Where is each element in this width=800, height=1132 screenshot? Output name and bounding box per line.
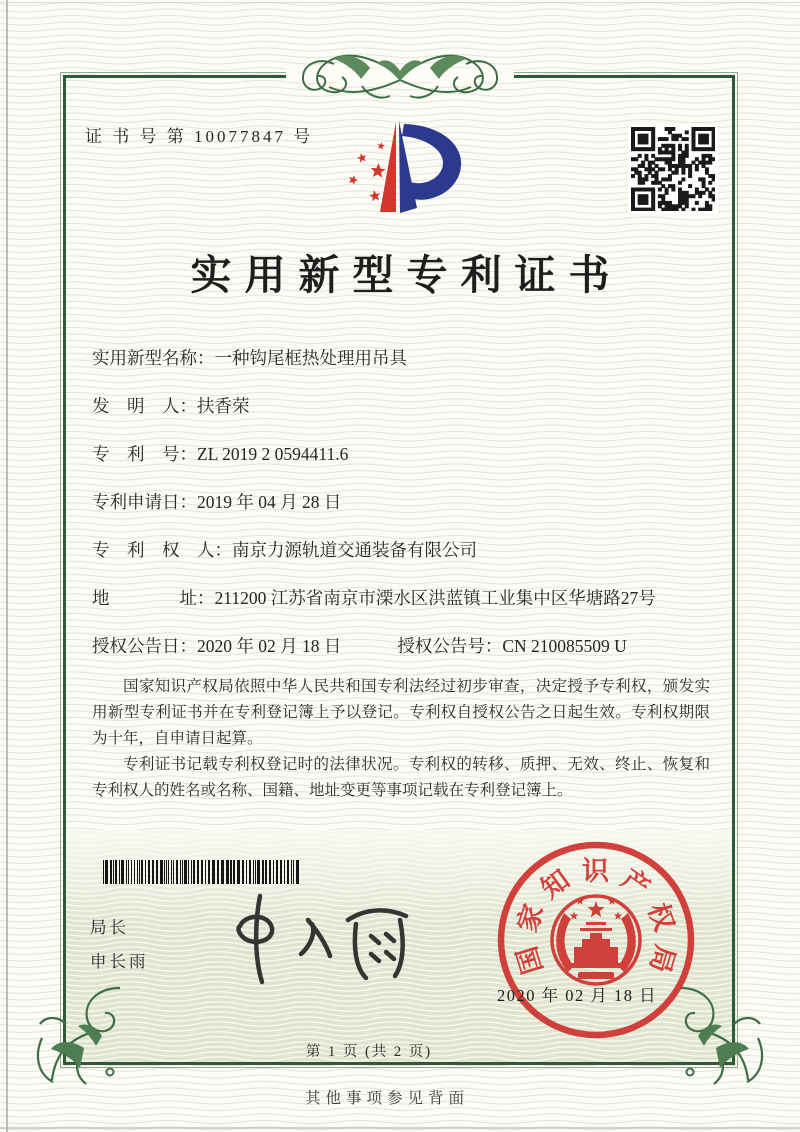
svg-text:家: 家 — [512, 900, 550, 936]
field-row — [92, 393, 710, 420]
cnipa-logo — [332, 110, 487, 235]
field-value: 南京力源轨道交通装备有限公司 — [232, 540, 477, 560]
grant-number — [397, 633, 626, 660]
field-row — [92, 585, 710, 612]
field-row — [92, 345, 710, 372]
national-emblem — [552, 896, 640, 984]
paper-edge-top — [0, 2, 800, 3]
director-signature — [216, 886, 426, 986]
svg-text:知: 知 — [535, 864, 576, 905]
qr-code — [628, 124, 718, 214]
barcode — [103, 860, 305, 884]
paper-edge-left — [6, 0, 8, 1132]
grant-announcement-row — [92, 633, 710, 660]
field-label: 专 利 号： — [92, 444, 197, 464]
field-value: 一种钩尾框热处理用吊具 — [214, 348, 407, 368]
official-round-seal — [490, 833, 702, 1045]
legal-paragraphs — [92, 674, 710, 804]
field-value: ZL 2019 2 0594411.6 — [197, 444, 349, 464]
legal-paragraph: 专利证书记载专利权登记时的法律状况。专利权的转移、质押、无效、终止、恢复和专利权人的姓名或名称、国籍、地址变更等事项记载在专利登记簿上。 — [92, 756, 710, 799]
signer-title: 局长 — [90, 918, 129, 937]
logo-p-bowl — [402, 124, 461, 200]
field-row — [92, 537, 710, 564]
field-label: 发 明 人： — [92, 396, 197, 416]
page-indicator: 第 1 页 (共 2 页) — [305, 1044, 433, 1060]
field-label: 地 址： — [92, 588, 215, 608]
certificate-body — [92, 345, 710, 804]
signer-name: 申长雨 — [90, 952, 149, 971]
certificate-title: 实用新型专利证书 — [190, 252, 623, 298]
certificate-number: 证 书 号 第 10077847 号 — [85, 127, 314, 146]
field-label: 专 利 权 人： — [92, 540, 232, 560]
grant-number-value: CN 210085509 U — [502, 636, 627, 656]
svg-text:权: 权 — [642, 899, 680, 935]
back-side-note: 其他事项参见背面 — [304, 1090, 469, 1107]
seal-date: 2020 年 02 月 18 日 — [497, 986, 658, 1005]
field-label: 实用新型名称： — [92, 348, 215, 368]
legal-paragraph: 国家知识产权局依照中华人民共和国专利法经过初步审查，决定授予专利权，颁发实用新型专利证书并在专利登记簿上予以登记。专利权自授权公告之日起生效。专利权期限为十年，自申请日起算。 — [92, 678, 710, 747]
field-value: 211200 江苏省南京市溧水区洪蓝镇工业集中区华塘路27号 — [214, 588, 656, 608]
svg-text:识: 识 — [581, 855, 610, 887]
svg-text:国: 国 — [511, 942, 549, 978]
field-label: 专利申请日： — [92, 492, 197, 512]
grant-number-label: 授权公告号： — [397, 636, 503, 656]
paper-edge-bottom — [0, 1127, 800, 1129]
logo-red-triangle — [380, 122, 396, 212]
field-value: 扶香荣 — [197, 396, 250, 416]
field-row — [92, 489, 710, 516]
svg-text:局: 局 — [644, 941, 681, 977]
grant-date — [92, 633, 341, 660]
field-row — [92, 441, 710, 468]
field-value: 2019 年 04 月 28 日 — [197, 492, 342, 512]
svg-text:产: 产 — [615, 863, 656, 904]
grant-date-label: 授权公告日： — [92, 636, 197, 656]
grant-date-value: 2020 年 02 月 18 日 — [197, 636, 342, 656]
